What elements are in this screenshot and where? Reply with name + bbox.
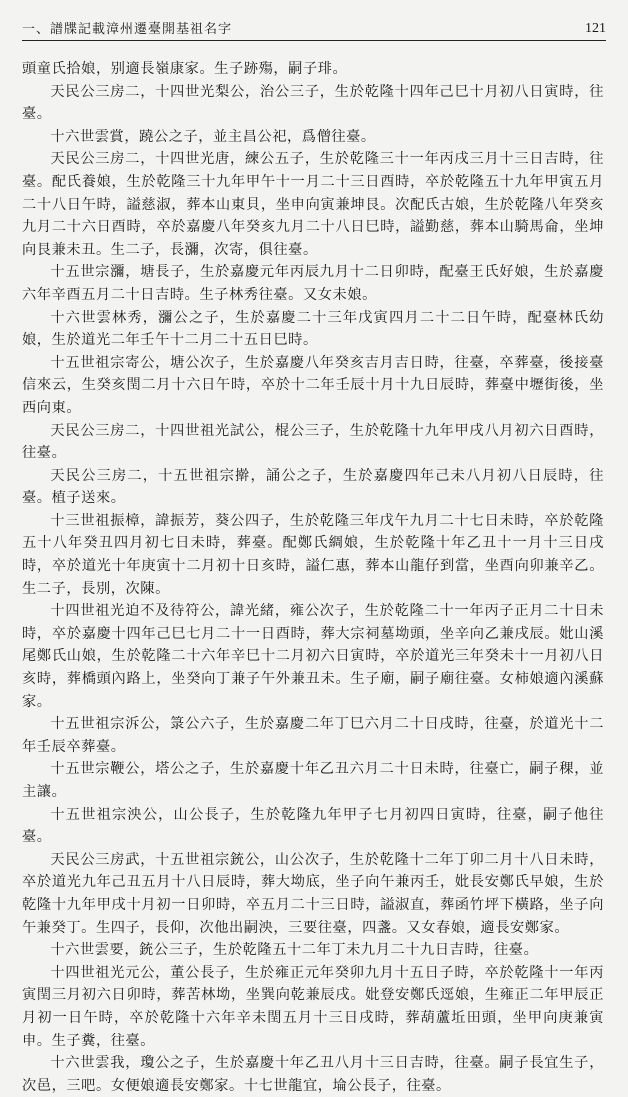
paragraph: 頭童氏拾娘，别適長嶺康家。生子跡殤，嗣子琲。 (22, 61, 348, 77)
paragraph: 十五世祖宗泱公，山公長子，生於乾隆九年甲子七月初四日寅時，往臺，嗣子他往臺。 (22, 806, 604, 846)
paragraph: 十四世祖光元公，董公長子，生於雍正元年癸卯九月十五日子時，卒於乾隆十一年丙寅閏三月初六日卯時，葬苦林坳，坐巽向乾兼辰戌。妣登安鄭氏逕娘，生雍正二年甲辰正月初一日午時，卒於乾隆十六年辛未閏五月十三日戌時，葬葫蘆坵田頭，坐甲向庚兼寅申。生子糞，往臺。 (22, 964, 604, 1049)
paragraph: 十五世祖宗泝公，箓公六子，生於嘉慶二年丁巳六月二十日戌時，往臺，於道光十二年壬辰卒葬臺。 (22, 716, 604, 755)
paragraph: 十四世祖光迫不及待符公，諱光緒，雍公次子，生於乾隆二十一年丙子正月二十日未時，卒於嘉慶十四年己巳七月二十一日酉時，葬大宗祠墓坳頭，坐辛向乙兼戌辰。妣山溪尾鄭氏山娘，生於乾隆二十六年辛巳十二月初六日寅時，卒於道光三年癸未十一月初八日亥時，葬橋頭內路上，坐癸向丁兼子午外兼丑未。生子廟，嗣子廟往臺。女柿娘適內溪蘇家。 (22, 603, 604, 710)
paragraph: 天民公三房二，十四世祖光試公，棍公三子，生於乾隆十九年甲戌八月初六日酉時，往臺。 (22, 422, 604, 462)
paragraph: 天民公三房二，十四世光梨公，治公三子，生於乾隆十四年己巳十月初八日寅時，往臺。 (22, 83, 604, 123)
paragraph: 十六世雲林秀，瀰公之子，生於嘉慶二十三年戊寅四月二十二日午時，配臺林氏幼娘，生於道光二年壬午十二月二十五日巳時。 (22, 309, 604, 349)
paragraph: 十六世雲我，瓊公之子，生於嘉慶十年乙丑八月十三日吉時，往臺。嗣子長宜生子，次邑，三吧。女便娘適長安鄭家。十七世龍宜，埨公長子，往臺。 (22, 1055, 604, 1094)
document-body (22, 58, 604, 1097)
paragraph: 天民公三房武，十五世祖宗銃公，山公次子，生於乾隆十二年丁卯二月十八日未時，卒於道光九年己丑五月十八日辰時，葬大坳底，坐子向午兼丙壬，妣長安鄭氏早娘，生於乾隆十九年甲戌十月初一日卯時，卒五月二十三日時，謚淑直，葬函竹坪下橫路，坐子向午兼癸丁。生四子，長仰，次他出嗣泱，三要往臺，四盞。又女春娘，適長安鄭家。 (22, 851, 604, 936)
paragraph: 十五世宗鞭公，塔公之子，生於嘉慶十年乙丑六月二十日未時，往臺亡，嗣子稞，並主讓。 (22, 761, 604, 800)
paragraph: 十六世雲要，銃公三子，生於乾隆五十二年丁未九月二十九日吉時，往臺。 (50, 942, 539, 959)
paragraph: 十五世祖宗寄公，塘公次子，生於嘉慶八年癸亥吉月吉日時，往臺，卒葬臺，後接臺信來云，生癸亥閏二月十六日午時，卒於十二年壬辰十月十九日辰時，葬臺中壢街後，坐西向東。 (22, 354, 604, 416)
paragraph: 天民公三房二，十五世祖宗擀，誦公之子，生於嘉慶四年己未八月初八日辰時，往臺。植子送來。 (22, 467, 604, 507)
chapter-title: 一、譜牒記載漳州遷臺開基祖名字 (22, 22, 233, 37)
page-header (22, 14, 606, 41)
paragraph: 十六世雲賞，蹺公之子，並主昌公祀，爲僧往臺。 (50, 128, 376, 145)
paragraph: 十三世祖振樟，諱振芳，葵公四子，生於乾隆三年戊午九月二十七日未時，卒於乾隆五十八年癸丑四月初七日未時，葬臺。配鄭氏綢娘，生於乾隆十年乙丑十一月十三日戌時，卒於道光十年庚寅十二月初十日亥時，謚仁惠，葬本山龍仔到當，坐酉向卯兼辛乙。生二子，長別，次陳。 (22, 512, 604, 597)
paragraph: 天民公三房二，十四世光唐，練公五子，生於乾隆三十一年丙戌三月十三日吉時，往臺。配氏養娘，生於乾隆三十九年甲午十一月二十三日酉時，卒於乾隆五十九年甲寅五月二十八日午時，謚慈淑，葬本山東貝，坐申向寅兼坤艮。次配氏古娘，生於乾隆八年癸亥九月二十六日酉時，卒於嘉慶八年癸亥九月二十八日巳時，謚勤慈，葬本山騎馬侖，坐坤向艮兼未丑。生二子，長瀰，次寄，俱往臺。 (22, 151, 604, 258)
paragraph: 十五世宗瀰，塘長子，生於嘉慶元年丙辰九月十二日卯時，配臺王氏好娘，生於嘉慶六年辛酉五月二十日吉時。生子林秀往臺。又女未娘。 (22, 264, 604, 303)
page-number: 121 (585, 21, 606, 36)
